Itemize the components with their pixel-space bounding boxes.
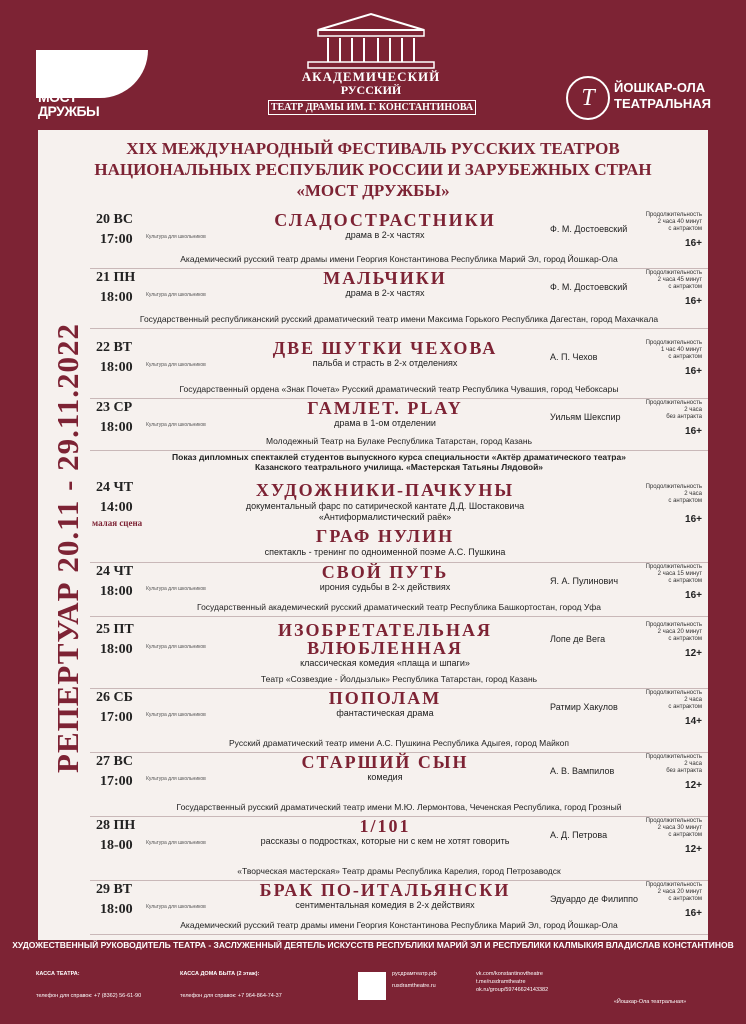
show-title: БРАК ПО-ИТАЛЬЯНСКИ bbox=[259, 880, 511, 900]
city-brand-line2: ТЕАТРАЛЬНАЯ bbox=[614, 96, 711, 111]
duration-value: 2 часа bbox=[684, 697, 702, 703]
special-genre2: спектакль - тренинг по одноименной поэме А.С. Пушкина bbox=[264, 547, 506, 557]
show-time: 17:00 bbox=[100, 232, 133, 247]
duration-label: Продолжительность bbox=[645, 690, 702, 696]
box-office-theatre bbox=[36, 970, 176, 1000]
show-row bbox=[90, 880, 708, 935]
show-date: 26 СБ bbox=[96, 690, 133, 705]
duration-value: 2 часа 15 минут bbox=[657, 571, 702, 577]
age-rating: 16+ bbox=[685, 296, 702, 307]
show-theatre: Государственный ордена «Знак Почета» Русский драматический театр Республика Чувашия, город Чебоксары bbox=[179, 384, 619, 394]
logo-line2: ДРУЖБЫ bbox=[38, 103, 100, 119]
box2-title: КАССА ДОМА БЫТА (2 этаж): bbox=[180, 971, 260, 977]
special-duration-intermission: с антрактом bbox=[668, 498, 702, 504]
show-genre: пальба и страсть в 2-х отделениях bbox=[312, 358, 458, 368]
show-genre: драма в 2-х частях bbox=[345, 230, 425, 240]
show-row bbox=[90, 210, 708, 269]
special-time: 14:00 bbox=[100, 500, 133, 515]
special-genre1b: «Антиформалистический раёк» bbox=[318, 512, 452, 522]
show-theatre: Молодежный Театр на Булаке Республика Татарстан, город Казань bbox=[265, 436, 533, 446]
duration-value: 2 часа bbox=[684, 761, 702, 767]
show-date: 21 ПН bbox=[96, 270, 136, 285]
duration-value: 2 часа 20 минут bbox=[657, 629, 702, 635]
age-rating: 16+ bbox=[685, 590, 702, 601]
footer-brand: «Йошкар-Ола театральная» bbox=[613, 999, 687, 1005]
show-row bbox=[90, 562, 708, 617]
festival-line2: НАЦИОНАЛЬНЫХ РЕСПУБЛИК РОССИИ И ЗАРУБЕЖНЫХ СТРАН bbox=[94, 160, 652, 179]
show-row bbox=[90, 752, 708, 817]
site-link[interactable]: русдрамтеатр.рф bbox=[392, 971, 437, 977]
special-date: 24 ЧТ bbox=[96, 480, 134, 495]
show-duration bbox=[622, 754, 702, 775]
show-row bbox=[90, 268, 708, 329]
site-links bbox=[392, 970, 472, 990]
show-author: А. Д. Петрова bbox=[550, 830, 608, 840]
pushkin-card-icon: Культура для школьников bbox=[146, 362, 206, 368]
show-duration bbox=[622, 622, 702, 643]
show-genre: классическая комедия «плаща и шпаги» bbox=[300, 658, 470, 668]
special-genre1a: документальный фарс по сатирической кантате Д.Д. Шостаковича bbox=[245, 501, 525, 511]
show-title: ДВЕ ШУТКИ ЧЕХОВА bbox=[272, 338, 498, 358]
show-title: СТАРШИЙ СЫН bbox=[301, 752, 469, 772]
theatre-emblem bbox=[268, 12, 474, 112]
qr-code-icon[interactable] bbox=[358, 972, 386, 1000]
show-theatre: Государственный республиканский русский драматический театр имени Максима Горького Республика Дагестан, город Махачкала bbox=[139, 314, 659, 324]
show-row bbox=[90, 816, 708, 881]
show-author: А. В. Вампилов bbox=[550, 766, 615, 776]
show-theatre: Академический русский театр драмы имени Георгия Константинова Республика Марий Эл, город Йошкар-Ола bbox=[180, 254, 618, 264]
show-row bbox=[90, 688, 708, 753]
show-title: 1/101 bbox=[359, 816, 411, 836]
duration-value: 2 часа 40 минут bbox=[657, 219, 702, 225]
show-date: 20 ВС bbox=[96, 212, 133, 227]
duration-intermission: с антрактом bbox=[668, 226, 702, 232]
duration-intermission: без антракта bbox=[666, 414, 702, 420]
show-author: Эдуардо де Филиппо bbox=[550, 894, 639, 904]
show-duration bbox=[622, 340, 702, 361]
telegram-link[interactable]: t.me/rusdramtheatre bbox=[476, 979, 526, 985]
show-theatre: «Творческая мастерская» Театр драмы Республика Карелия, город Петрозаводск bbox=[237, 866, 561, 876]
side-vertical-title bbox=[48, 210, 88, 890]
show-genre: драма в 2-х частях bbox=[345, 288, 425, 298]
duration-label: Продолжительность bbox=[645, 270, 702, 276]
logo-line1: МОСТ bbox=[38, 89, 77, 105]
pushkin-card-icon: Культура для школьников bbox=[146, 644, 206, 650]
artistic-director: ХУДОЖЕСТВЕННЫЙ РУКОВОДИТЕЛЬ ТЕАТРА - ЗАСЛУЖЕННЫЙ ДЕЯТЕЛЬ ИСКУССТВ РЕСПУБЛИКИ МАРИЙ ЭЛ И РЕСПУБЛИКИ КАЛМЫКИЯ ВЛАДИСЛАВ КОНСТАНТИНОВ bbox=[12, 940, 734, 950]
pushkin-card-icon: Культура для школьников bbox=[146, 840, 206, 846]
duration-label: Продолжительность bbox=[645, 340, 702, 346]
header bbox=[0, 0, 746, 130]
festival-line3: «МОСТ ДРУЖБЫ» bbox=[296, 181, 450, 200]
festival-title bbox=[38, 138, 708, 201]
box-office-dom-byta bbox=[180, 970, 330, 1000]
show-theatre: Русский драматический театр имени А.С. Пушкина Республика Адыгея, город Майкоп bbox=[229, 738, 569, 748]
show-time: 17:00 bbox=[100, 710, 133, 725]
show-time: 18:00 bbox=[100, 642, 133, 657]
special-duration-value: 2 часа bbox=[684, 491, 702, 497]
age-rating: 16+ bbox=[685, 366, 702, 377]
show-time: 18:00 bbox=[100, 290, 133, 305]
special-note2: Казанского театрального училища. «Мастерская Татьяны Лядовой» bbox=[254, 462, 544, 472]
theatre-name-line3: ТЕАТР ДРАМЫ ИМ. Г. КОНСТАНТИНОВА bbox=[268, 100, 476, 115]
show-author: Ф. М. Достоевский bbox=[550, 224, 628, 234]
duration-intermission: с антрактом bbox=[668, 578, 702, 584]
show-date: 25 ПТ bbox=[96, 622, 134, 637]
age-rating: 16+ bbox=[685, 908, 702, 919]
age-rating: 14+ bbox=[685, 716, 702, 727]
show-duration bbox=[622, 400, 702, 421]
duration-label: Продолжительность bbox=[645, 882, 702, 888]
show-duration bbox=[622, 212, 702, 233]
show-genre: фантастическая драма bbox=[336, 708, 434, 718]
festival-line1: XIX МЕЖДУНАРОДНЫЙ ФЕСТИВАЛЬ РУССКИХ ТЕАТРОВ bbox=[126, 139, 620, 158]
show-date: 22 ВТ bbox=[96, 340, 132, 355]
duration-intermission: с антрактом bbox=[668, 284, 702, 290]
show-title: ИЗОБРЕТАТЕЛЬНАЯ bbox=[277, 620, 493, 640]
duration-intermission: с антрактом bbox=[668, 832, 702, 838]
show-row bbox=[90, 398, 708, 451]
pushkin-card-icon: Культура для школьников bbox=[146, 292, 206, 298]
show-genre: сентиментальная комедия в 2-х действиях bbox=[295, 900, 475, 910]
show-title: СЛАДОСТРАСТНИКИ bbox=[274, 210, 496, 230]
show-row bbox=[90, 338, 708, 399]
age-rating: 16+ bbox=[685, 238, 702, 249]
pushkin-card-icon: Культура для школьников bbox=[146, 776, 206, 782]
duration-value: 2 часа 45 минут bbox=[657, 277, 702, 283]
show-duration bbox=[622, 818, 702, 839]
show-time: 17:00 bbox=[100, 774, 133, 789]
special-stage: малая сцена bbox=[92, 518, 143, 528]
box1-title: КАССА ТЕАТРА: bbox=[36, 971, 80, 977]
city-brand bbox=[614, 80, 711, 112]
site2-link[interactable]: rusdramtheatre.ru bbox=[392, 983, 436, 989]
duration-intermission: с антрактом bbox=[668, 704, 702, 710]
show-theatre: Государственный академический русский драматический театр Республика Башкортостан, город Уфа bbox=[197, 602, 601, 612]
show-duration bbox=[622, 690, 702, 711]
show-title: ГАМЛЕТ. PLAY bbox=[307, 398, 463, 418]
duration-intermission: с антрактом bbox=[668, 354, 702, 360]
age-rating: 12+ bbox=[685, 780, 702, 791]
pushkin-card-icon: Культура для школьников bbox=[146, 712, 206, 718]
duration-label: Продолжительность bbox=[645, 400, 702, 406]
pushkin-card-icon: Культура для школьников bbox=[146, 234, 206, 240]
show-date: 29 ВТ bbox=[96, 882, 132, 897]
show-title: СВОЙ ПУТЬ bbox=[321, 562, 449, 582]
show-title: МАЛЬЧИКИ bbox=[323, 268, 447, 288]
yoshkar-ola-theatre-icon: Т bbox=[566, 76, 610, 120]
show-date: 27 ВС bbox=[96, 754, 133, 769]
show-duration bbox=[622, 270, 702, 291]
box2-phone: телефон для справок: +7 964-864-74-37 bbox=[180, 993, 282, 999]
show-author: Уильям Шекспир bbox=[550, 412, 621, 422]
box1-phone: телефон для справок: +7 (8362) 56-61-90 bbox=[36, 993, 142, 999]
show-genre: ирония судьбы в 2-х действиях bbox=[319, 582, 451, 592]
theatre-name-line2: РУССКИЙ bbox=[340, 83, 402, 97]
special-title2: ГРАФ НУЛИН bbox=[315, 526, 455, 546]
duration-label: Продолжительность bbox=[645, 818, 702, 824]
theatre-building-icon bbox=[298, 12, 444, 70]
duration-label: Продолжительность bbox=[645, 622, 702, 628]
age-rating: 12+ bbox=[685, 648, 702, 659]
pushkin-card-icon: Культура для школьников bbox=[146, 586, 206, 592]
city-brand-line1: ЙОШКАР-ОЛА bbox=[614, 80, 706, 95]
vk-link[interactable]: vk.com/konstantinovtheatre bbox=[476, 971, 543, 977]
show-title: ПОПОЛАМ bbox=[328, 688, 442, 708]
duration-value: 2 часа 20 минут bbox=[657, 889, 702, 895]
show-genre: драма в 1-ом отделении bbox=[334, 418, 436, 428]
duration-value: 1 час 40 минут bbox=[660, 347, 702, 353]
duration-label: Продолжительность bbox=[645, 754, 702, 760]
duration-value: 2 часа 30 минут bbox=[657, 825, 702, 831]
special-age: 16+ bbox=[685, 514, 702, 525]
special-duration bbox=[622, 484, 702, 505]
age-rating: 16+ bbox=[685, 426, 702, 437]
show-genre: рассказы о подростках, которые ни с кем не хотят говорить bbox=[260, 836, 510, 846]
duration-label: Продолжительность bbox=[645, 564, 702, 570]
show-time: 18-00 bbox=[100, 838, 133, 853]
duration-intermission: без антракта bbox=[666, 768, 702, 774]
show-time: 18:00 bbox=[100, 420, 133, 435]
duration-value: 2 часа bbox=[684, 407, 702, 413]
show-author: Ратмир Хакулов bbox=[550, 702, 618, 712]
show-genre: комедия bbox=[367, 772, 403, 782]
show-author: Ф. М. Достоевский bbox=[550, 282, 628, 292]
theatre-name-line1: АКАДЕМИЧЕСКИЙ bbox=[301, 69, 441, 84]
show-row bbox=[90, 620, 708, 689]
repertoire-dates: РЕПЕРТУАР 20.11 - 29.11.2022 bbox=[50, 323, 85, 773]
duration-intermission: с антрактом bbox=[668, 896, 702, 902]
age-rating: 12+ bbox=[685, 844, 702, 855]
show-theatre: Театр «Созвездие - Йолдызлык» Республика Татарстан, город Казань bbox=[260, 674, 538, 684]
show-title-line2: ВЛЮБЛЕННАЯ bbox=[307, 638, 463, 658]
pushkin-card-icon: Культура для школьников bbox=[146, 422, 206, 428]
show-theatre: Академический русский театр драмы имени Георгия Константинова Республика Марий Эл, город Йошкар-Ола bbox=[180, 920, 618, 930]
duration-intermission: с антрактом bbox=[668, 636, 702, 642]
show-date: 28 ПН bbox=[96, 818, 136, 833]
most-druzhby-logo bbox=[36, 50, 148, 122]
show-duration bbox=[622, 882, 702, 903]
show-duration bbox=[622, 564, 702, 585]
show-time: 18:00 bbox=[100, 584, 133, 599]
show-author: Лопе де Вега bbox=[550, 634, 606, 644]
pushkin-card-icon: Культура для школьников bbox=[146, 904, 206, 910]
show-time: 18:00 bbox=[100, 902, 133, 917]
ok-link[interactable]: ok.ru/group/59746624143382 bbox=[476, 987, 549, 993]
show-author: Я. А. Пулинович bbox=[550, 576, 619, 586]
duration-label: Продолжительность bbox=[645, 212, 702, 218]
logo-text bbox=[38, 90, 99, 118]
social-links bbox=[476, 970, 572, 994]
special-title1: ХУДОЖНИКИ-ПАЧКУНЫ bbox=[255, 480, 515, 500]
show-time: 18:00 bbox=[100, 360, 133, 375]
show-author: А. П. Чехов bbox=[550, 352, 598, 362]
special-note1: Показ дипломных спектаклей студентов выпускного курса специальности «Актёр драматического театра» bbox=[172, 452, 626, 462]
show-date: 24 ЧТ bbox=[96, 564, 134, 579]
special-duration-label: Продолжительность bbox=[645, 484, 702, 490]
show-date: 23 СР bbox=[96, 400, 133, 415]
show-theatre: Государственный русский драматический театр имени М.Ю. Лермонтова, Чеченская Республика, город Грозный bbox=[176, 802, 622, 812]
special-block bbox=[90, 450, 708, 563]
